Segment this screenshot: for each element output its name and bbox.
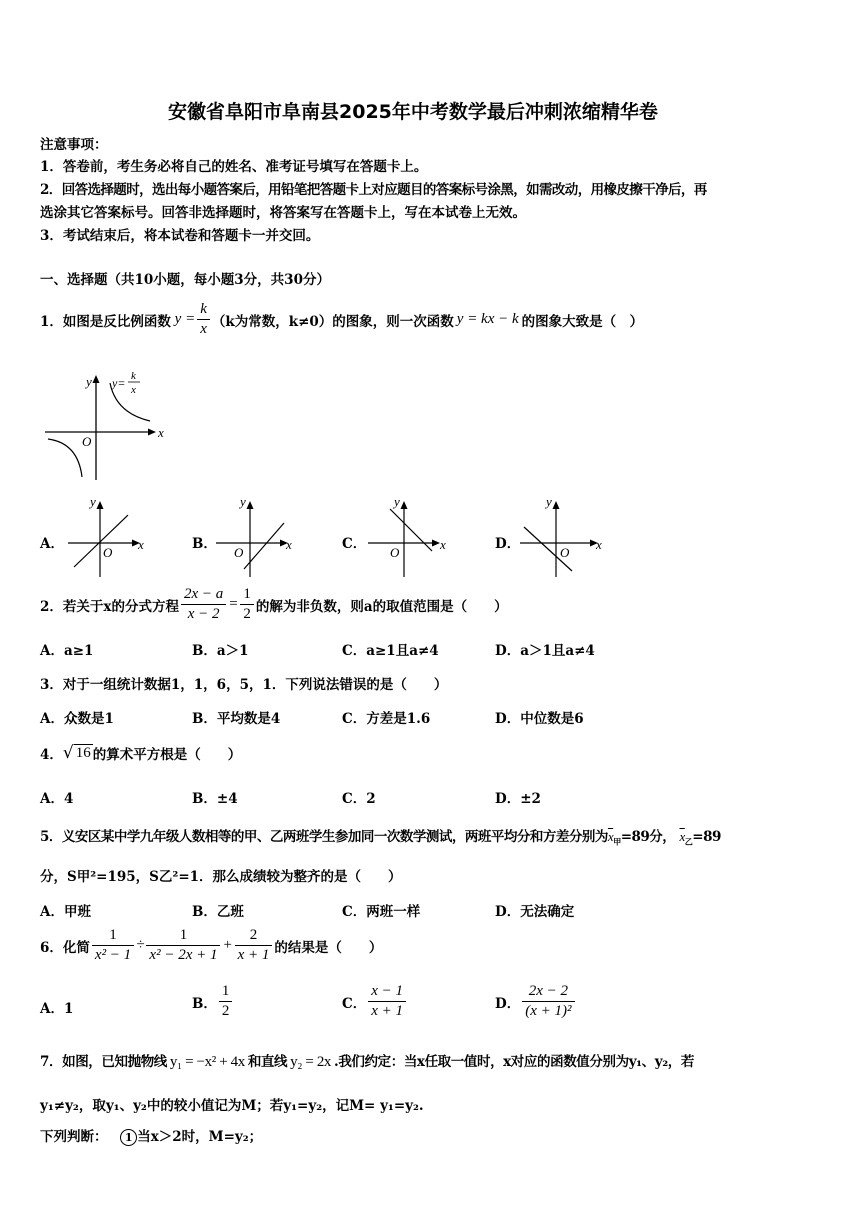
question-4 [40,743,241,763]
notice-item-2-cont: 选涂其它答案标号。回答非选择题时，将答案写在答题卡上，写在本试卷上无效。 [40,205,526,221]
q5-option-b: B．乙班 [192,904,244,920]
q6-option-d-value: $\frac{2x - 2}{\text{(x + 1)²}}$ [522,982,574,1021]
q6-option-d [495,982,577,1021]
section-heading: 一、选择题（共10小题，每小题3分，共30分） [40,272,330,288]
q4-option-b: B．±4 [192,791,238,807]
q4-radicand: 16 [75,745,91,761]
q4-pre: 4． [40,747,63,763]
question-7-line-1 [40,1050,694,1071]
q2-option-c: C．a≥1且a≠4 [342,643,439,659]
q7-item-1: 当x＞2时，M=y₂； [137,1129,263,1145]
q3-option-b: B．平均数是4 [192,711,281,727]
q5-mean-b-sub: 乙 [684,836,693,847]
q6-post: 的结果是（ ） [274,939,383,956]
q7-rest: .我们约定：当x任取一值时，x对应的函数值分别为y₁、y₂，若 [334,1054,694,1070]
sqrt-symbol: √ [62,743,74,763]
svg-text:x: x [286,537,292,552]
q1-fraction: $\frac{k}{x}$ [197,300,210,339]
page-title: 安徽省阜阳市阜南县2025年中考数学最后冲刺浓缩精华卷 [168,101,658,123]
q2-equals: = [228,596,239,612]
svg-text:y: y [90,494,96,509]
q1-linear-func: y = kx − k [456,311,519,327]
question-7-line-2: y₁≠y₂，取y₁、y₂中的较小值记为M；若y₁=y₂，记M= y₁=y₂. [40,1098,424,1114]
svg-text:x: x [158,425,164,440]
q5-mean-a-sub: 甲 [613,836,621,847]
q5-option-a: A．甲班 [40,904,91,920]
q1-option-b-graph [214,493,304,578]
q2-fraction-right: $\frac{1}{2}$ [240,585,254,624]
q3-option-a: A．众数是1 [40,711,114,727]
q1-mid: （k为常数，k≠0）的图象，则一次函数 [211,313,454,330]
q4-option-c: C．2 [342,791,376,807]
q5-mean-a-symbol: $\overline{x}$ [607,829,614,844]
question-2 [40,585,508,624]
q6-plus: + [222,937,233,953]
q6-option-b [192,982,234,1021]
q2-fraction-left: $\frac{2x - a}{x - 2}$ [181,585,226,624]
q1-y-eq: y = [170,311,196,327]
q5-line1: 5．义安区某中学九年级人数相等的甲、乙两班学生参加同一次数学测试，两班平均分和方差分别为 [40,829,608,845]
q7-pre: 7．如图，已知抛物线 [40,1054,167,1070]
q6-option-c [342,982,408,1021]
svg-text:O: O [234,545,244,560]
question-3: 3．对于一组统计数据1，1，6，5，1．下列说法错误的是（ ） [40,677,448,693]
q1-option-a-label: A． [40,536,64,552]
q6-option-b-label: B． [192,995,217,1012]
q1-option-d-graph [518,493,608,578]
svg-text:x: x [131,384,136,396]
q7-curve-1: y₁ = −x² + 4x [169,1054,245,1070]
q6-fraction-2: $\frac{1}{\text{x² − 2x + 1}}$ [146,926,220,965]
q7-and: 和直线 [247,1054,288,1070]
q4-option-a: A．4 [40,791,74,807]
svg-text:O: O [560,545,570,560]
q1-option-d-label: D． [495,536,521,552]
q4-post: 的算术平方根是（ ） [92,747,242,763]
q6-pre: 6．化简 [40,939,90,956]
notice-item-1: 1．答卷前，考生务必将自己的姓名、准考证号填写在答题卡上。 [40,159,428,175]
q3-option-d: D．中位数是6 [495,711,584,727]
q6-option-b-value: $\frac{1}{2}$ [219,982,233,1021]
question-7-judgement [40,1125,262,1146]
question-5-line-1 [40,825,721,848]
q5-option-d: D．无法确定 [495,904,575,920]
q5-mean-a: =89分， [620,829,676,845]
svg-text:x: x [440,537,446,552]
svg-text:k: k [131,370,136,382]
svg-text:y=: y= [112,376,126,390]
question-5-line-2: 分，S甲²=195，S乙²=1．那么成绩较为整齐的是（ ） [40,869,402,885]
svg-text:x: x [596,537,602,552]
circled-one-icon: 1 [120,1129,137,1146]
notice-item-2: 2．回答选择题时，选出每小题答案后，用铅笔把答题卡上对应题目的答案标号涂黑，如需改动，用橡皮擦干净后，再 [40,182,707,198]
question-1 [40,300,643,339]
question-6 [40,926,382,965]
q2-post: 的解为非负数，则a的取值范围是（ ） [255,598,508,615]
notice-heading: 注意事项： [40,137,108,153]
notice-item-3: 3．考试结束后，将本试卷和答题卡一并交回。 [40,228,320,244]
q7-curve-2: y₂ = 2x [290,1054,332,1070]
svg-text:O: O [82,434,92,449]
q1-pre: 1．如图是反比例函数 [40,313,171,330]
q2-pre: 2．若关于x的分式方程 [40,598,179,615]
q6-option-c-label: C． [342,995,367,1012]
q1-option-a-graph [66,493,156,578]
q5-mean-b-symbol: $\overline{x}$ [679,829,685,844]
svg-text:y: y [86,374,92,389]
svg-text:y: y [394,494,400,509]
q1-post: 的图象大致是（ ） [521,313,644,330]
q3-option-c: C．方差是1.6 [342,711,431,727]
q1-hyperbola-graph [40,365,170,485]
svg-text:O: O [390,545,400,560]
svg-text:y: y [240,494,246,509]
q6-option-c-value: $\frac{x - 1}{x + 1}$ [368,982,406,1021]
q7-judge: 下列判断： [40,1129,108,1145]
q2-option-a: A．a≥1 [40,643,94,659]
q5-mean-b: =89 [692,829,721,845]
q4-option-d: D．±2 [495,791,541,807]
q1-option-c-label: C． [342,536,367,552]
q5-option-c: C．两班一样 [342,904,421,920]
svg-text:x: x [138,537,144,552]
q1-option-b-label: B． [192,536,217,552]
q2-option-b: B．a＞1 [192,643,249,659]
q6-divide: ÷ [136,937,145,953]
q6-fraction-1: $\frac{1}{\text{x² − 1}}$ [92,926,134,965]
svg-text:O: O [103,545,113,560]
q6-option-a: A．1 [40,1001,74,1017]
q1-option-c-graph [366,493,456,578]
q6-option-d-label: D． [495,995,521,1012]
svg-text:y: y [546,494,552,509]
q2-option-d: D．a＞1且a≠4 [495,643,595,659]
q6-fraction-3: $\frac{2}{x + 1}$ [235,926,273,965]
